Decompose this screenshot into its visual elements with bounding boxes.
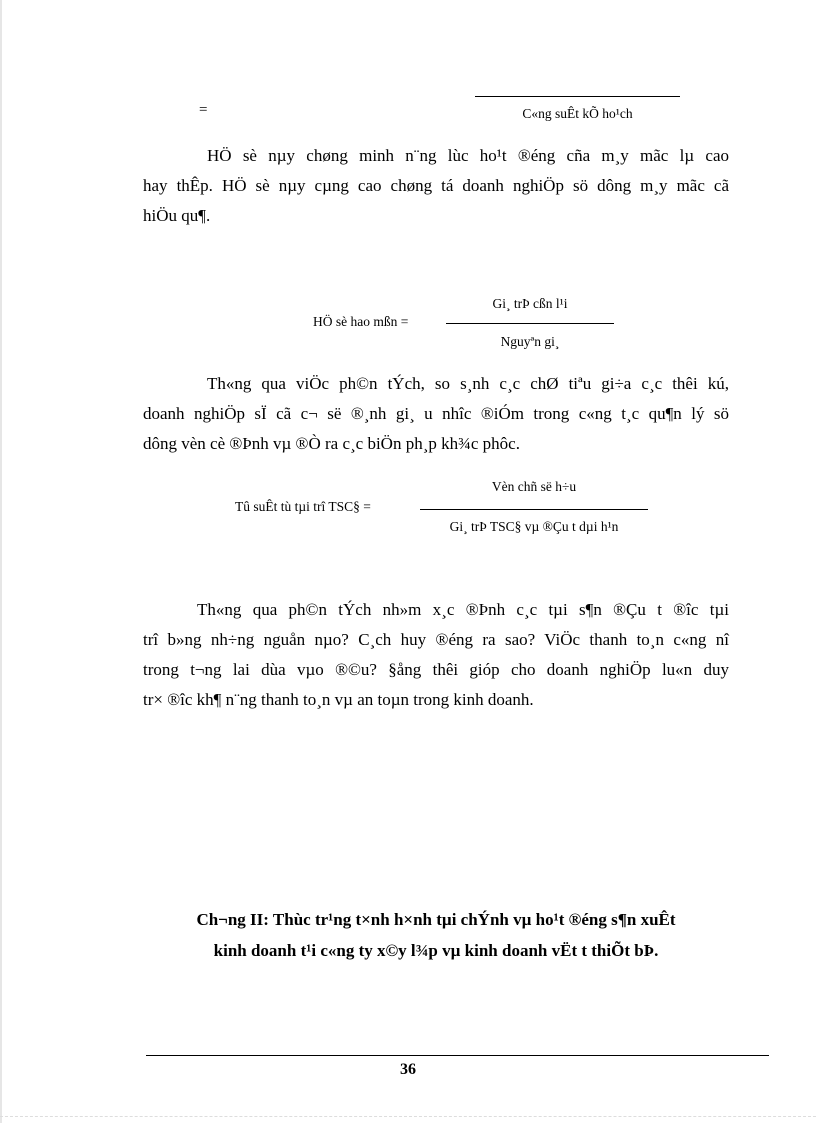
footer-rule [146, 1055, 769, 1056]
formula-ratio-label: Tû suÊt tù tµi trî TSC§ = [235, 499, 371, 514]
paragraph-1-line: HÖ sè nµy chøng minh n¨ng lùc ho¹t ®éng cña m¸y mãc lµ cao [207, 146, 729, 165]
formula-top-denominator: C«ng suÊt kÕ ho¹ch [522, 106, 633, 121]
paragraph-1 [143, 141, 729, 231]
paragraph-1-line: hay thÊp. HÖ sè nµy cµng cao chøng tá doanh nghiÖp sö dông m¸y mãc cã [143, 176, 729, 195]
paragraph-3 [143, 595, 729, 715]
paragraph-2-line: Th«ng qua viÖc ph©n tÝch, so s¸nh c¸c chØ tiªu gi÷a c¸c thêi kú, [207, 374, 729, 393]
formula-ratio-numerator: Vèn chñ së h÷u [491, 479, 577, 494]
paragraph-3-line: trong t¬ng lai dùa vµo ®©u? §ång thêi gióp cho doanh nghiÖp lu«n duy [143, 660, 729, 679]
page-left-edge [0, 0, 2, 1123]
formula-ratio-denominator: Gi¸ trÞ TSC§ vµ ®Çu t dµi h¹n [449, 519, 619, 534]
paragraph-3-line: Th«ng qua ph©n tÝch nh»m x¸c ®Þnh c¸c tµi s¶n ®Çu t ®îc tµi [197, 600, 729, 619]
formula-wear-label: HÖ sè hao mßn = [313, 314, 409, 329]
paragraph-2 [143, 369, 729, 459]
formula-ratio-fraction-bar [420, 509, 648, 510]
paragraph-3-line: trî b»ng nh÷ng nguån nµo? C¸ch huy ®éng ra sao? ViÖc thanh to¸n c«ng nî [143, 630, 729, 649]
formula-top-equals: = [199, 102, 208, 118]
formula-wear-numerator: Gi¸ trÞ cßn l¹i [492, 296, 568, 311]
chapter-heading-line: kinh doanh t¹i c«ng ty x©y l¾p vµ kinh doanh vËt t thiÕt bÞ. [213, 941, 659, 960]
paragraph-3-line: tr× ®îc kh¶ n¨ng thanh to¸n vµ an toµn trong kinh doanh. [143, 690, 534, 709]
formula-wear-fraction-bar [446, 323, 614, 324]
paragraph-2-line: doanh nghiÖp sÏ cã c¬ së ®¸nh gi¸ u nhîc ®iÓm trong c«ng t¸c qu¶n lý sö [143, 404, 729, 423]
formula-wear-denominator: Nguyªn gi¸ [500, 334, 560, 349]
paragraph-2-line: dông vèn cè ®Þnh vµ ®Ò ra c¸c biÖn ph¸p kh¾c phôc. [143, 434, 520, 453]
chapter-heading [143, 904, 729, 966]
page-bottom-edge [0, 1116, 816, 1117]
page-number: 36 [400, 1061, 416, 1078]
paragraph-1-line: hiÖu qu¶. [143, 206, 211, 225]
chapter-heading-line: Ch¬ng II: Thùc tr¹ng t×nh h×nh tµi chÝnh vµ ho¹t ®éng s¶n xuÊt [196, 910, 676, 929]
formula-top-fraction-bar [475, 96, 680, 97]
